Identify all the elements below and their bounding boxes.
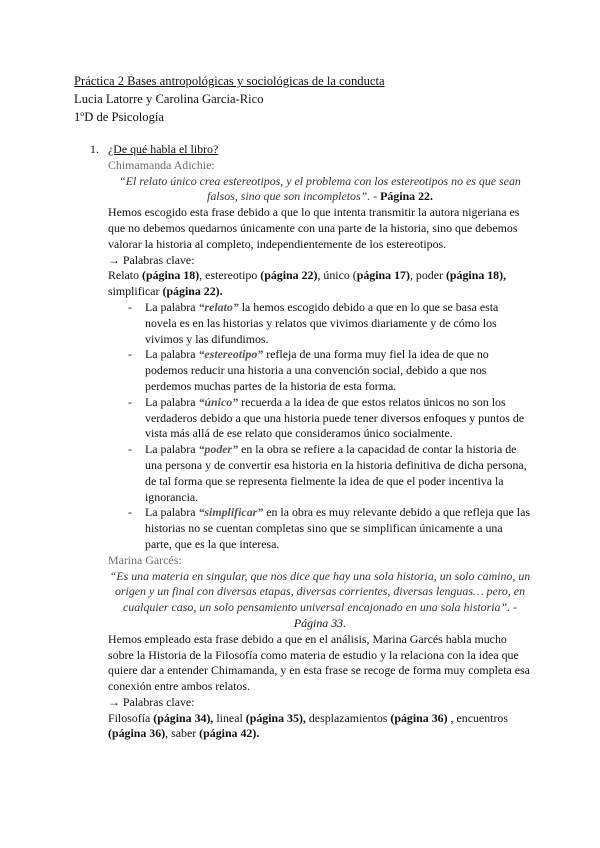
list-number: 1. xyxy=(90,142,99,156)
keywords-line-1 xyxy=(108,268,532,300)
page-ref: (página 36) xyxy=(390,710,448,725)
question-text: ¿De qué habla el libro? xyxy=(108,142,219,156)
quote-page-ref: Página 22. xyxy=(380,189,433,204)
dash-bullet: - xyxy=(128,299,132,314)
keyword: , poder xyxy=(409,268,446,283)
keyword: lineal xyxy=(213,710,246,725)
item-prefix: La palabra xyxy=(145,394,199,409)
dash-bullet: - xyxy=(128,442,132,457)
list-item xyxy=(108,395,532,442)
page-ref: (página 18) xyxy=(142,268,200,283)
item-text: en la obra se refiere a la capacidad de contar la historia de una persona y de convertir esa historia en la historia definitiva de dicha persona, de tal forma que se representa fielmente la idea de que el poder incentiva la ignorancia. xyxy=(145,442,527,504)
item-text: la hemos escogido debido a que en lo que se basa esta novela es en las historias y relatos que vivimos diariamente y de cómo los vivimos y las difundimos. xyxy=(145,299,499,346)
list-item xyxy=(108,300,532,347)
quote-text: “El relato único crea estereotipos, y el problema con los estereotipos no es que sean falsos, sino que son incompletos”. xyxy=(119,173,521,204)
keyword: simplificar xyxy=(108,284,163,299)
keyword: desplazamientos xyxy=(305,710,391,725)
item-text: refleja de una forma muy fiel la idea de que no podemos reducir una historia a una convención social, debido a que nos perdemos muchas partes de la historia de esta forma. xyxy=(145,347,489,393)
section-1 xyxy=(90,142,532,742)
keyword: Relato xyxy=(108,268,140,283)
page-ref: (página 35), xyxy=(245,710,306,725)
keyword: Filosofía xyxy=(108,710,154,725)
keyword: , único ( xyxy=(317,268,357,283)
document-title: Práctica 2 Bases antropológicas y sociológicas de la conducta xyxy=(74,74,385,88)
keywords-label-1: → Palabras clave: xyxy=(108,252,195,267)
author-marina: Marina Garcés: xyxy=(108,552,182,567)
author-chimamanda: Chimamanda Adichie: xyxy=(108,157,215,172)
document-authors: Lucia Latorre y Carolina Garcia-Rico xyxy=(74,92,264,106)
keyword: , saber xyxy=(165,726,200,741)
dash-bullet: - xyxy=(128,394,132,409)
item-prefix: La palabra xyxy=(145,505,199,520)
item-text: recuerda a la idea de que estos relatos únicos no son los verdaderos debido a que una historia puede tener diversos enfoques y puntos de vista más allá de ese relato que consideramos único socialmente. xyxy=(145,394,525,441)
list-item xyxy=(108,442,532,505)
page-ref: (página 22). xyxy=(162,284,223,299)
item-text: en la obra es muy relevante debido a que refleja que las historias no se cuentan completas sino que se simplifican únicamente a una parte, que es la que interesa. xyxy=(145,505,530,551)
item-keyword: “estereotipo” xyxy=(198,347,264,362)
page-ref: (página 22) xyxy=(260,268,318,283)
document-course: 1ºD de Psicología xyxy=(74,110,164,124)
quote-chimamanda xyxy=(108,174,532,206)
item-keyword: “relato” xyxy=(198,299,239,314)
keywords-label-2: → Palabras clave: xyxy=(108,694,195,709)
list-item xyxy=(108,505,532,552)
dash-bullet: - xyxy=(128,505,132,520)
page-ref: página 17) xyxy=(356,268,410,283)
paragraph-2: Hemos empleado esta frase debido a que en el análisis, Marina Garcés habla mucho sobre la Historia de la Filosofía como materia de estudio y la relaciona con la idea que quiere dar a entender Chimamanda, y en esta frase se recoge de forma muy completa esa conexión entre ambos relatos. xyxy=(108,631,530,694)
quote-text: “Es una materia en singular, que nos dice que hay una sola historia, un solo camino, un origen y un final con diversas etapas, diversas corrientes, diversas lenguas… pero, en cualquier caso, un solo pensamiento universal encajonado en una sola historia”. xyxy=(109,568,531,615)
keyword-explanations xyxy=(108,300,532,553)
item-keyword: “poder” xyxy=(198,442,239,457)
item-keyword: “único” xyxy=(198,394,239,409)
page-ref: (página 34), xyxy=(153,710,214,725)
list-item xyxy=(108,347,532,394)
dash-bullet: - xyxy=(128,347,132,362)
quote-marina xyxy=(108,569,532,632)
quote-separator: - xyxy=(510,600,518,615)
page-ref: (página 18), xyxy=(445,268,507,283)
item-prefix: La palabra xyxy=(145,347,199,362)
question-heading xyxy=(90,142,532,158)
keyword: , encuentros xyxy=(447,710,508,725)
page-ref: (página 36) xyxy=(108,726,166,741)
page-ref: (página 42). xyxy=(199,726,260,741)
keyword: , estereotipo xyxy=(199,268,261,283)
item-keyword: “simplificar” xyxy=(198,505,264,520)
quote-separator: - xyxy=(370,189,381,204)
item-prefix: La palabra xyxy=(145,299,199,314)
paragraph-1: Hemos escogido esta frase debido a que lo que intenta transmitir la autora nigeriana es que no debemos quedarnos únicamente con una parte de la historia, sino que debemos valorar la historia al completo, independientemente de los estereotipos. xyxy=(108,205,520,251)
keywords-line-2 xyxy=(108,711,532,743)
quote-page-ref: Página 33. xyxy=(293,615,347,630)
item-prefix: La palabra xyxy=(145,442,199,457)
